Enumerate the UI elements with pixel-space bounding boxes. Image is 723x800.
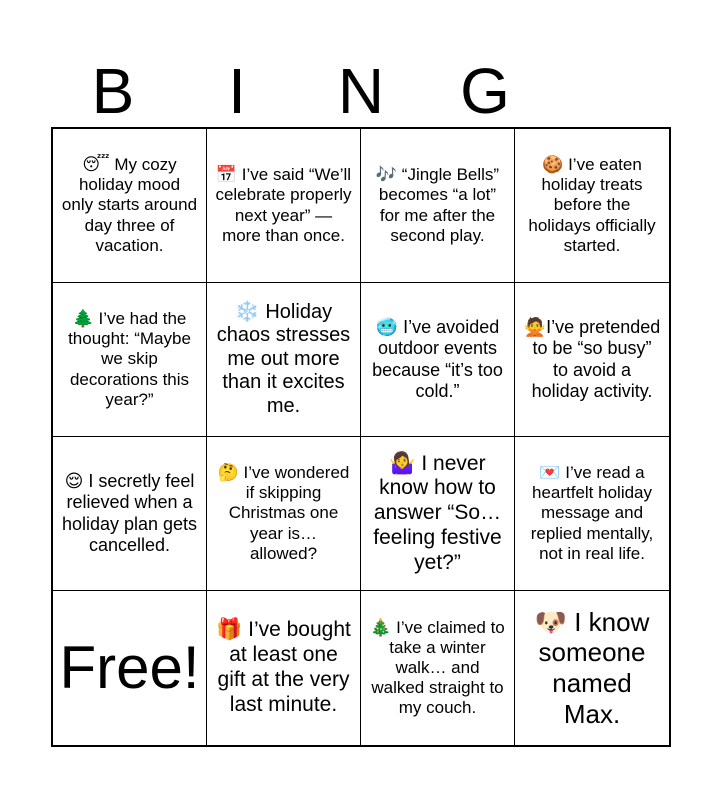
cell-text: 🤷‍♀️ I never know how to answer “So… feeling festive yet?” bbox=[373, 451, 502, 574]
bingo-cell[interactable] bbox=[515, 437, 669, 591]
bingo-cell[interactable] bbox=[361, 591, 515, 745]
bingo-cell[interactable] bbox=[361, 437, 515, 591]
bingo-cell[interactable] bbox=[207, 437, 361, 591]
free-label: Free! bbox=[59, 634, 200, 701]
bingo-cell[interactable] bbox=[515, 591, 669, 745]
cell-text: 🙅I’ve pretended to be “so busy” to avoid a holiday activity. bbox=[523, 317, 661, 401]
header-letter-g: G bbox=[460, 55, 510, 127]
bingo-cell[interactable] bbox=[207, 129, 361, 283]
bingo-cell[interactable] bbox=[515, 283, 669, 437]
cell-text: 💌 I’ve read a heartfelt holiday message and replied mentally, not in real life. bbox=[530, 463, 654, 563]
bingo-cell[interactable] bbox=[53, 129, 207, 283]
bingo-cell[interactable] bbox=[207, 591, 361, 745]
header-letter-n: N bbox=[337, 55, 385, 127]
bingo-cell[interactable] bbox=[207, 283, 361, 437]
cell-text: 🐶 I know someone named Max. bbox=[534, 606, 650, 729]
bingo-cell[interactable] bbox=[53, 437, 207, 591]
cell-text: ❄️ Holiday chaos stresses me out more than it excites me. bbox=[216, 300, 351, 417]
cell-text: 🎄 I’ve claimed to take a winter walk… and walked straight to my couch. bbox=[370, 617, 505, 718]
bingo-cell[interactable] bbox=[361, 283, 515, 437]
cell-text: 🥶 I’ve avoided outdoor events because “it’s too cold.” bbox=[372, 317, 503, 401]
bingo-cell[interactable] bbox=[53, 283, 207, 437]
header-letter-b: B bbox=[91, 55, 135, 127]
cell-text: 😌 I secretly feel relieved when a holiday plan gets cancelled. bbox=[61, 471, 198, 555]
free-cell[interactable] bbox=[53, 591, 207, 745]
cell-text: 😴 My cozy holiday mood only starts around day three of vacation. bbox=[61, 155, 198, 255]
cell-text: 🍪 I’ve eaten holiday treats before the holidays officially started. bbox=[528, 155, 656, 255]
header-letter-i: I bbox=[228, 55, 246, 127]
bingo-board bbox=[51, 127, 671, 747]
cell-text: 🌲 I’ve had the thought: “Maybe we skip decorations this year?” bbox=[68, 309, 191, 409]
cell-text: 🤔 I’ve wondered if skipping Christmas one year is… allowed? bbox=[217, 463, 350, 563]
bingo-header bbox=[51, 56, 671, 126]
cell-text: 🎶 “Jingle Bells” becomes “a lot” for me after the second play. bbox=[375, 165, 500, 245]
cell-text: 🎁 I’ve bought at least one gift at the very last minute. bbox=[216, 618, 351, 716]
bingo-cell[interactable] bbox=[361, 129, 515, 283]
cell-text: 📅 I’ve said “We’ll celebrate properly next year” — more than once. bbox=[215, 165, 352, 245]
bingo-cell[interactable] bbox=[515, 129, 669, 283]
